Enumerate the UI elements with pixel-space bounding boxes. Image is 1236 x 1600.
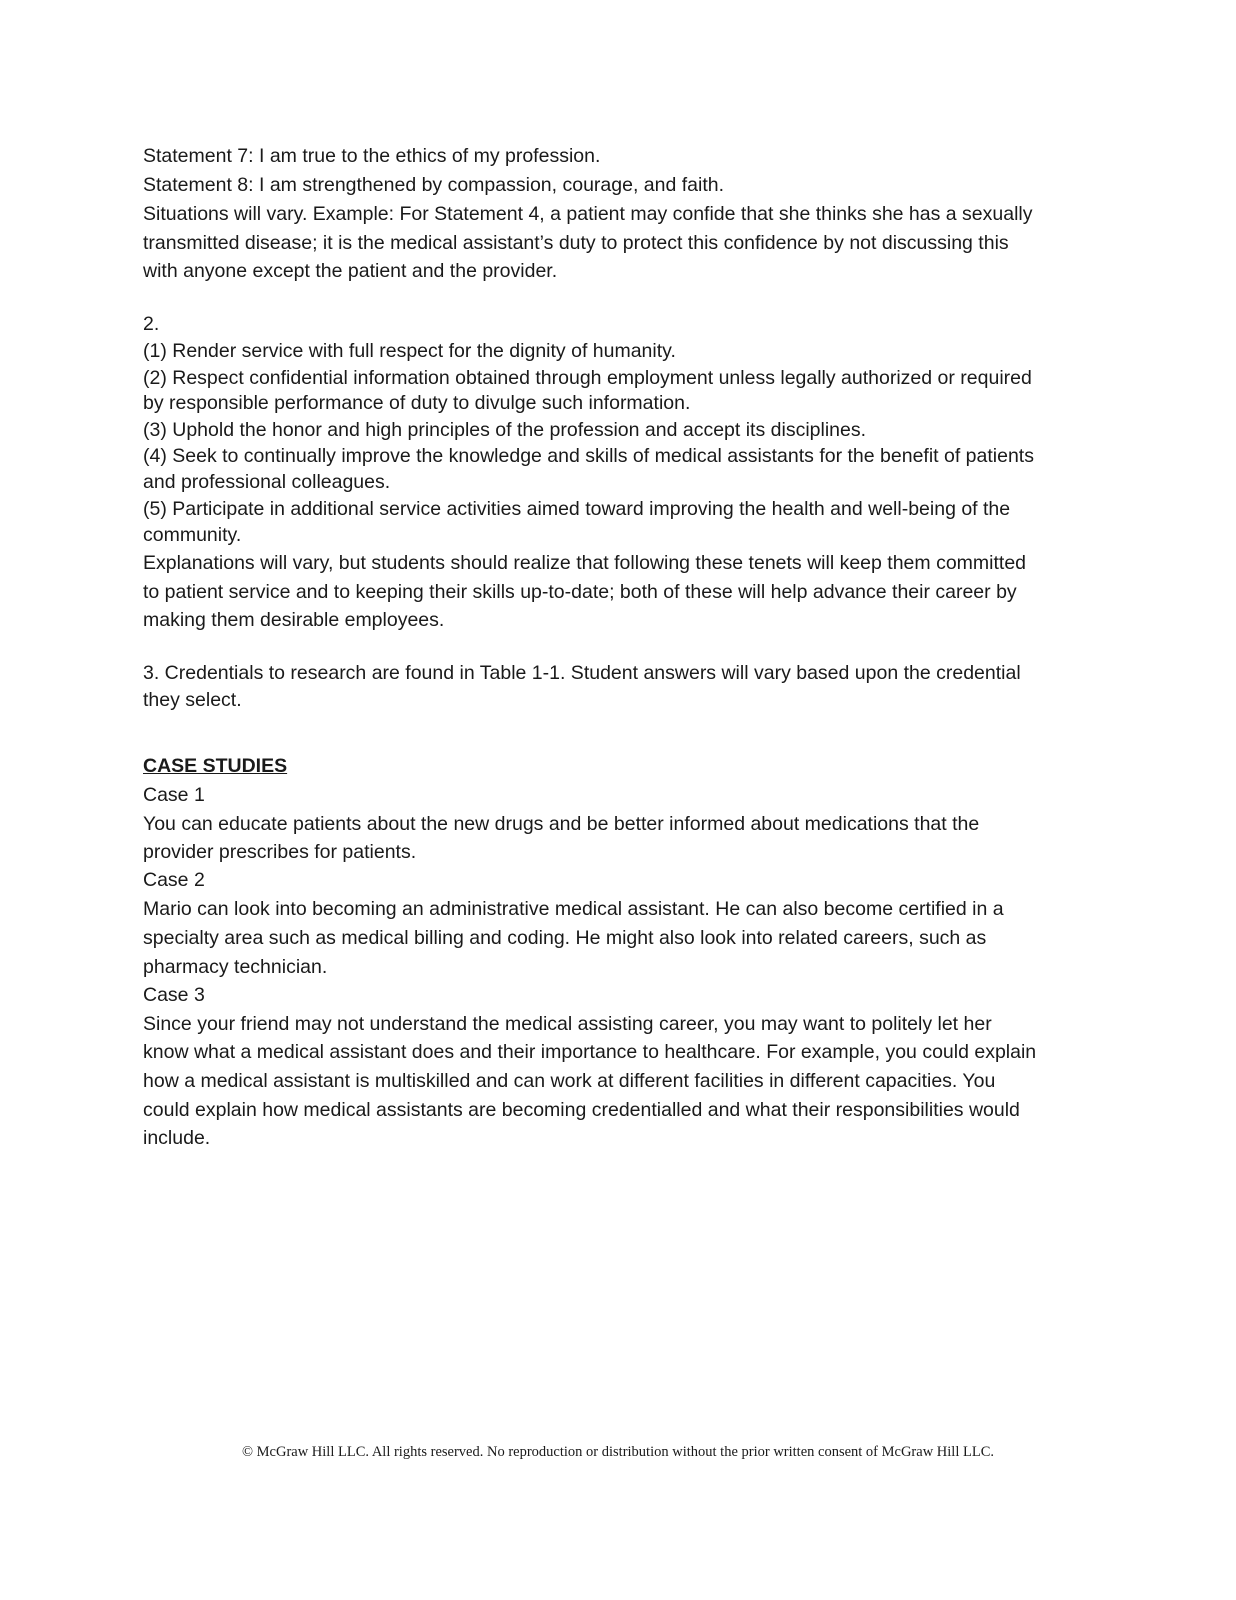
tenet-line-1: (1) Render service with full respect for the dignity of humanity. xyxy=(143,340,676,362)
case-2-line-3: pharmacy technician. xyxy=(143,956,328,978)
situations-line-1: Situations will vary. Example: For Statement 4, a patient may confide that she thinks she has a sexually xyxy=(143,203,1033,225)
tenet-line-3: by responsible performance of duty to divulge such information. xyxy=(143,392,691,414)
case-3-line-5: include. xyxy=(143,1127,211,1149)
situations-line-2: transmitted disease; it is the medical assistant’s duty to protect this confidence by not discussing this xyxy=(143,232,1009,254)
case-1-title: Case 1 xyxy=(143,784,205,806)
situations-line-3: with anyone except the patient and the provider. xyxy=(143,260,558,282)
case-3-title: Case 3 xyxy=(143,984,205,1006)
case-1-line-2: provider prescribes for patients. xyxy=(143,841,417,863)
section-3-line-2: they select. xyxy=(143,689,242,711)
case-2-line-1: Mario can look into becoming an administrative medical assistant. He can also become certified in a xyxy=(143,898,1004,920)
tenet-line-8: community. xyxy=(143,524,242,546)
tenet-line-2: (2) Respect confidential information obtained through employment unless legally authorized or required xyxy=(143,367,1032,389)
case-3-line-3: how a medical assistant is multiskilled and can work at different facilities in different capacities. You xyxy=(143,1070,996,1092)
case-studies-heading: CASE STUDIES xyxy=(143,755,288,777)
section-2-number: 2. xyxy=(143,313,160,335)
explanation-line-2: to patient service and to keeping their skills up-to-date; both of these will help advance their career by xyxy=(143,581,1017,603)
statement-8: Statement 8: I am strengthened by compassion, courage, and faith. xyxy=(143,174,725,196)
case-2-title: Case 2 xyxy=(143,869,205,891)
statement-7: Statement 7: I am true to the ethics of my profession. xyxy=(143,145,601,167)
case-3-line-1: Since your friend may not understand the medical assisting career, you may want to politely let her xyxy=(143,1013,992,1035)
tenet-line-7: (5) Participate in additional service activities aimed toward improving the health and well-being of the xyxy=(143,498,1011,520)
copyright-footer: © McGraw Hill LLC. All rights reserved. No reproduction or distribution without the prior written consent of McGraw Hill LLC. xyxy=(242,1444,994,1460)
section-3-line-1: 3. Credentials to research are found in Table 1-1. Student answers will vary based upon the credential xyxy=(143,662,1021,684)
case-3-line-2: know what a medical assistant does and their importance to healthcare. For example, you could explain xyxy=(143,1041,1037,1063)
case-1-line-1: You can educate patients about the new drugs and be better informed about medications that the xyxy=(143,813,980,835)
case-3-line-4: could explain how medical assistants are becoming credentialled and what their responsibilities would xyxy=(143,1099,1020,1121)
case-2-line-2: specialty area such as medical billing and coding. He might also look into related careers, such as xyxy=(143,927,987,949)
tenet-line-6: and professional colleagues. xyxy=(143,471,391,493)
explanation-line-3: making them desirable employees. xyxy=(143,609,445,631)
explanation-line-1: Explanations will vary, but students should realize that following these tenets will keep them committed xyxy=(143,552,1027,574)
tenet-line-5: (4) Seek to continually improve the knowledge and skills of medical assistants for the benefit of patients xyxy=(143,445,1034,467)
tenet-line-4: (3) Uphold the honor and high principles of the profession and accept its disciplines. xyxy=(143,419,867,441)
